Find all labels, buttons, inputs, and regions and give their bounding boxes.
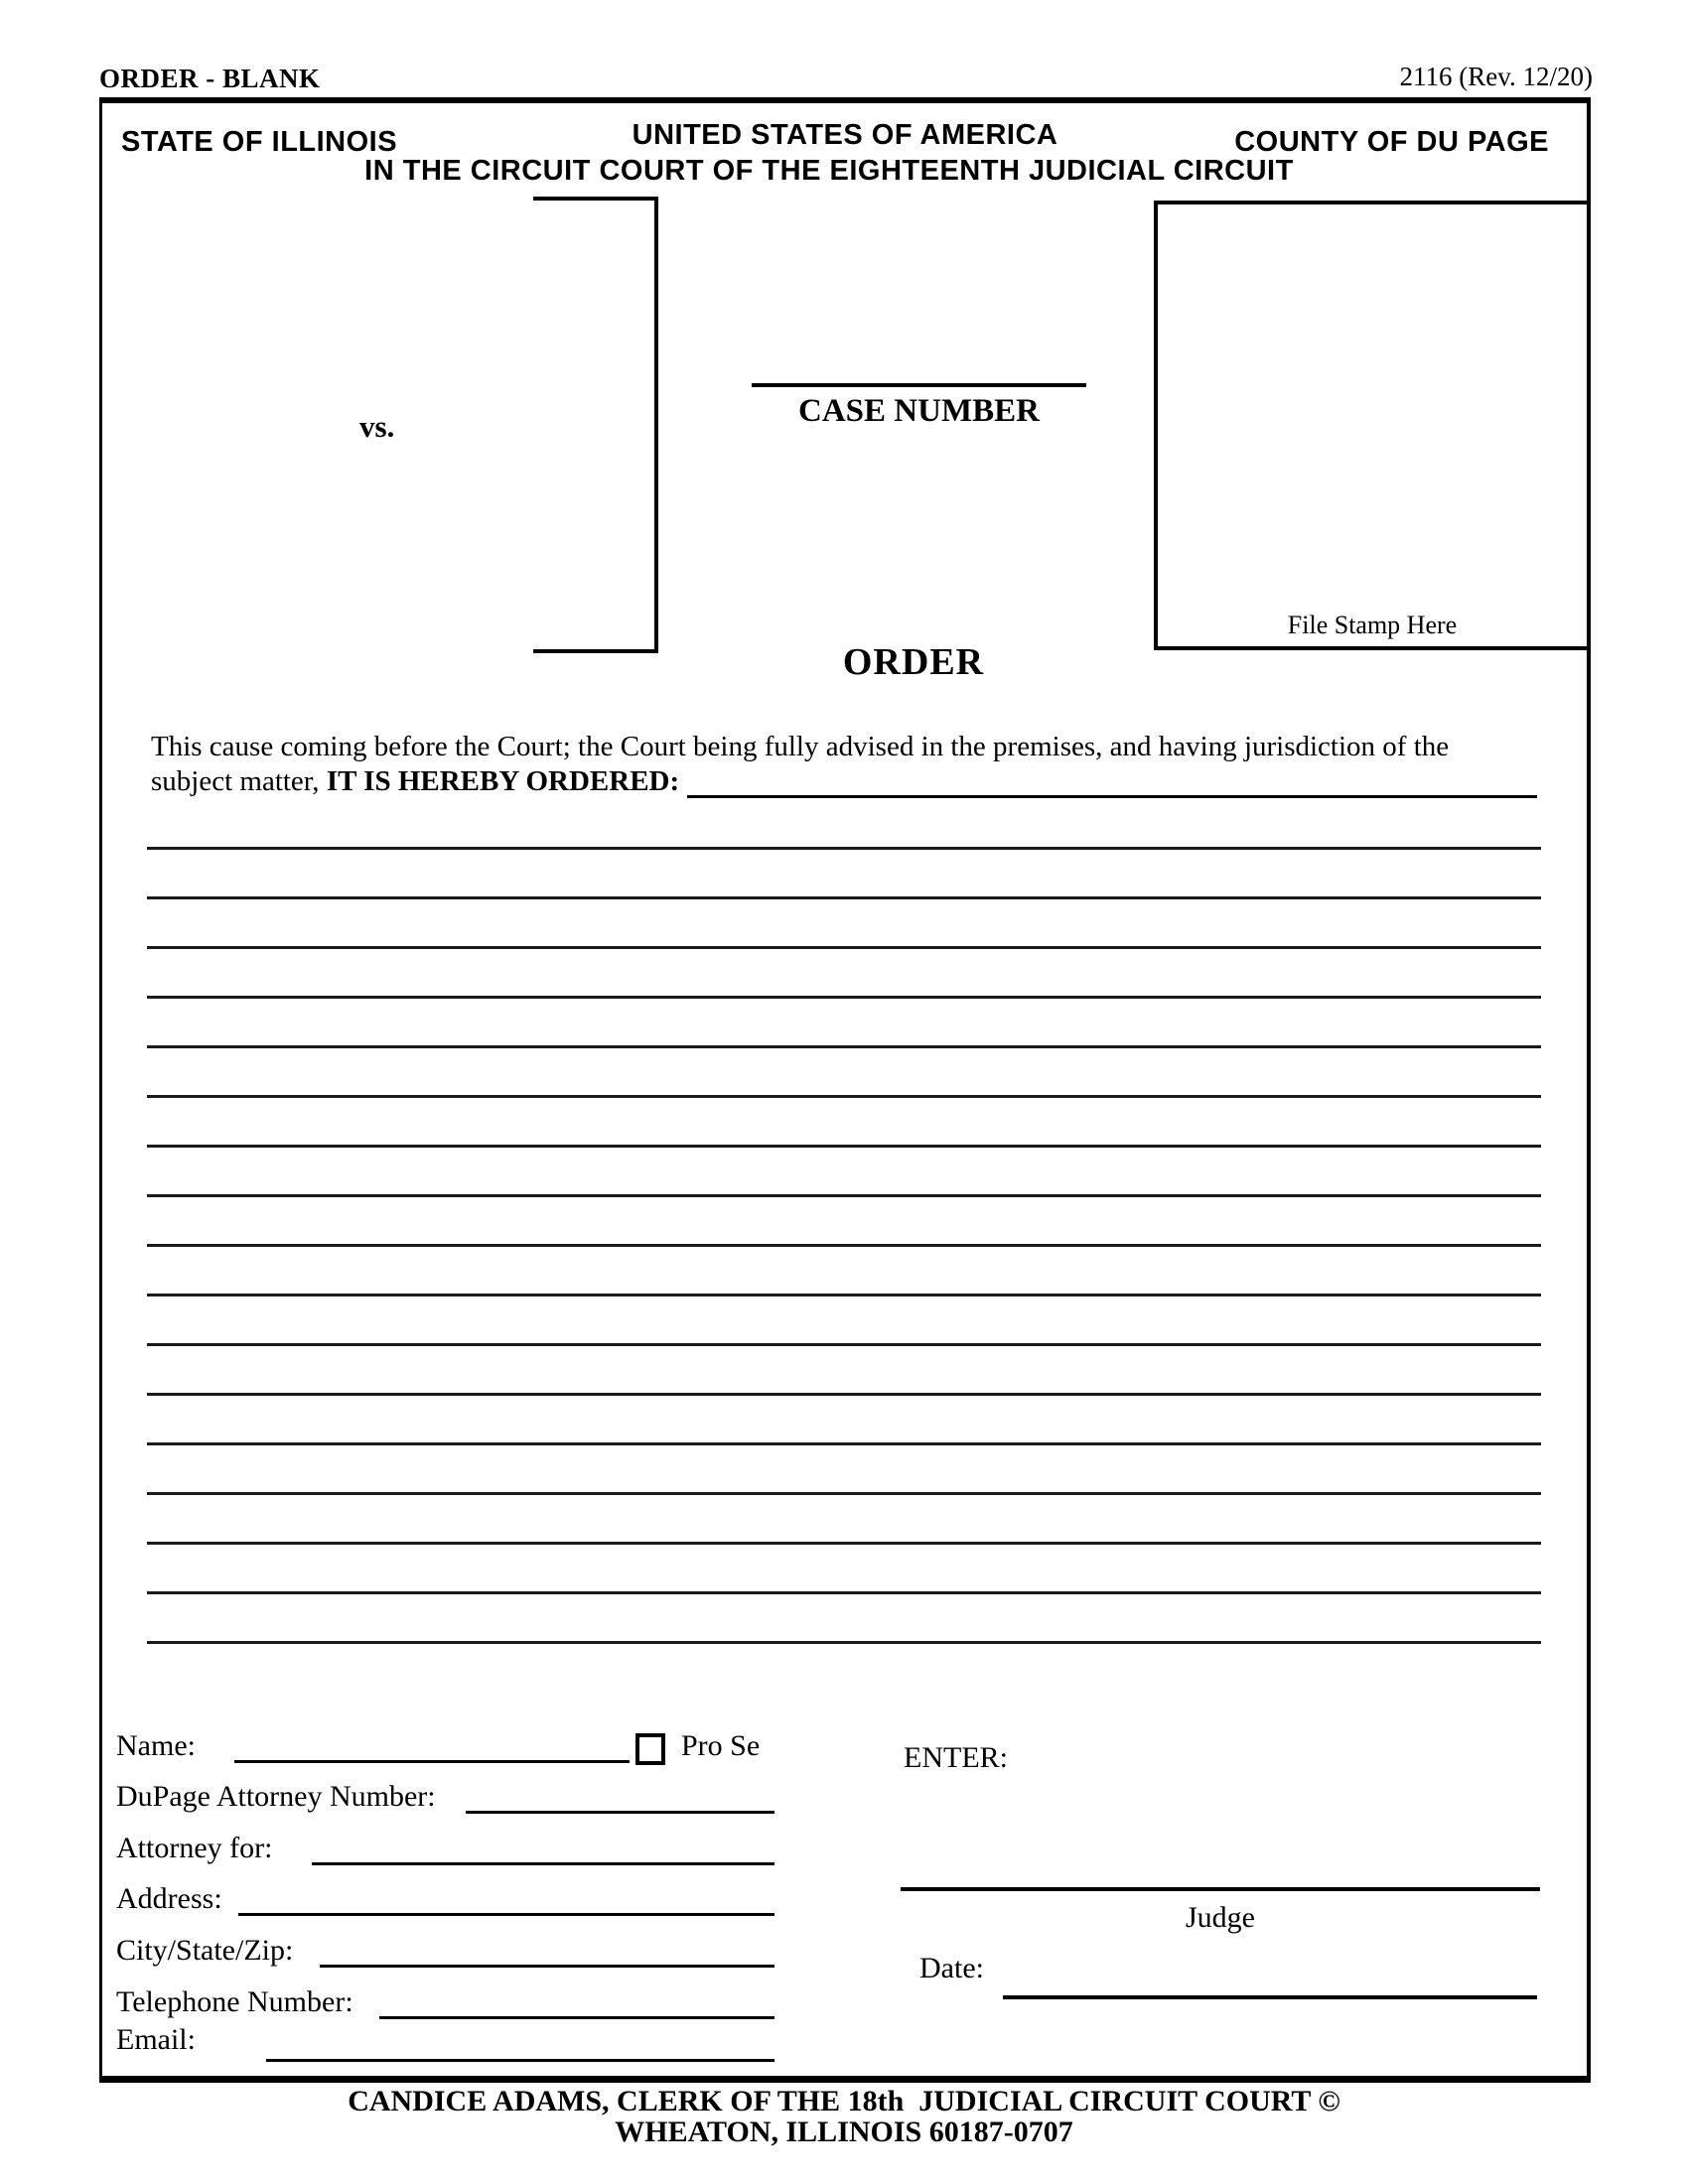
order-write-line[interactable]: [147, 1442, 1541, 1445]
case-number-label: CASE NUMBER: [798, 393, 1040, 429]
pro-se-label: Pro Se: [681, 1729, 761, 1762]
footer-clerk-line: CANDICE ADAMS, CLERK OF THE 18th JUDICIAL CIRCUIT COURT ©: [348, 2085, 1340, 2117]
form-title: ORDER - BLANK: [99, 64, 321, 93]
judge-label: Judge: [1186, 1901, 1255, 1934]
order-write-line[interactable]: [147, 1641, 1541, 1644]
order-write-line[interactable]: [147, 946, 1541, 949]
order-write-line[interactable]: [147, 1591, 1541, 1594]
case-number-fill-line[interactable]: [752, 383, 1086, 387]
form-revision-number: 2116 (Rev. 12/20): [1399, 62, 1593, 91]
order-write-line[interactable]: [147, 896, 1541, 899]
pro-se-checkbox[interactable]: [635, 1733, 665, 1765]
order-write-line[interactable]: [147, 1343, 1541, 1346]
footer-address-line: WHEATON, ILLINOIS 60187-0707: [615, 2116, 1073, 2148]
judge-signature-line[interactable]: [901, 1887, 1540, 1891]
order-write-line[interactable]: [147, 847, 1541, 850]
header-county: COUNTY OF DU PAGE: [1234, 126, 1549, 158]
header-circuit-court: IN THE CIRCUIT COURT OF THE EIGHTEENTH JUDICIAL CIRCUIT: [364, 155, 1294, 187]
order-body-line2: [151, 765, 1537, 798]
order-body-ordered-label: IT IS HEREBY ORDERED:: [326, 765, 680, 797]
header-country: UNITED STATES OF AMERICA: [632, 119, 1058, 151]
file-stamp-label: File Stamp Here: [1287, 611, 1458, 639]
name-label: Name:: [116, 1729, 196, 1762]
order-write-line[interactable]: [147, 1294, 1541, 1297]
order-fill-line[interactable]: [687, 765, 1537, 798]
email-fill-line[interactable]: [266, 2059, 774, 2062]
order-body-line1: This cause coming before the Court; the Court being fully advised in the premises, and having jurisdiction of the: [151, 731, 1450, 762]
telephone-number-label: Telephone Number:: [116, 1985, 353, 2018]
city-state-zip-label: City/State/Zip:: [116, 1934, 294, 1967]
attorney-for-fill-line[interactable]: [312, 1862, 774, 1865]
order-write-line[interactable]: [147, 1095, 1541, 1098]
dupage-attorney-number-label: DuPage Attorney Number:: [116, 1780, 436, 1813]
date-label: Date:: [919, 1952, 984, 1984]
order-write-line[interactable]: [147, 1145, 1541, 1148]
order-write-line[interactable]: [147, 1393, 1541, 1396]
order-write-line[interactable]: [147, 1045, 1541, 1048]
attorney-for-label: Attorney for:: [116, 1832, 273, 1864]
order-write-line[interactable]: [147, 1542, 1541, 1545]
order-write-line[interactable]: [147, 1492, 1541, 1495]
enter-label: ENTER:: [904, 1741, 1008, 1774]
address-label: Address:: [116, 1882, 222, 1915]
order-write-line[interactable]: [147, 996, 1541, 999]
address-fill-line[interactable]: [238, 1913, 774, 1916]
date-fill-line[interactable]: [1003, 1995, 1537, 1999]
dupage-attorney-number-fill-line[interactable]: [466, 1811, 774, 1814]
city-state-zip-fill-line[interactable]: [320, 1965, 774, 1968]
order-write-line[interactable]: [147, 1244, 1541, 1247]
order-title: ORDER: [842, 641, 985, 683]
header-state: STATE OF ILLINOIS: [121, 126, 398, 158]
versus-label: vs.: [359, 409, 395, 444]
email-label: Email:: [116, 2023, 196, 2056]
order-write-line[interactable]: [147, 1194, 1541, 1197]
name-fill-line[interactable]: [234, 1760, 630, 1763]
order-body-line2-text: subject matter,: [151, 765, 327, 797]
telephone-number-fill-line[interactable]: [379, 2016, 774, 2019]
file-stamp-box: [1154, 201, 1591, 650]
caption-bracket: [533, 197, 658, 653]
